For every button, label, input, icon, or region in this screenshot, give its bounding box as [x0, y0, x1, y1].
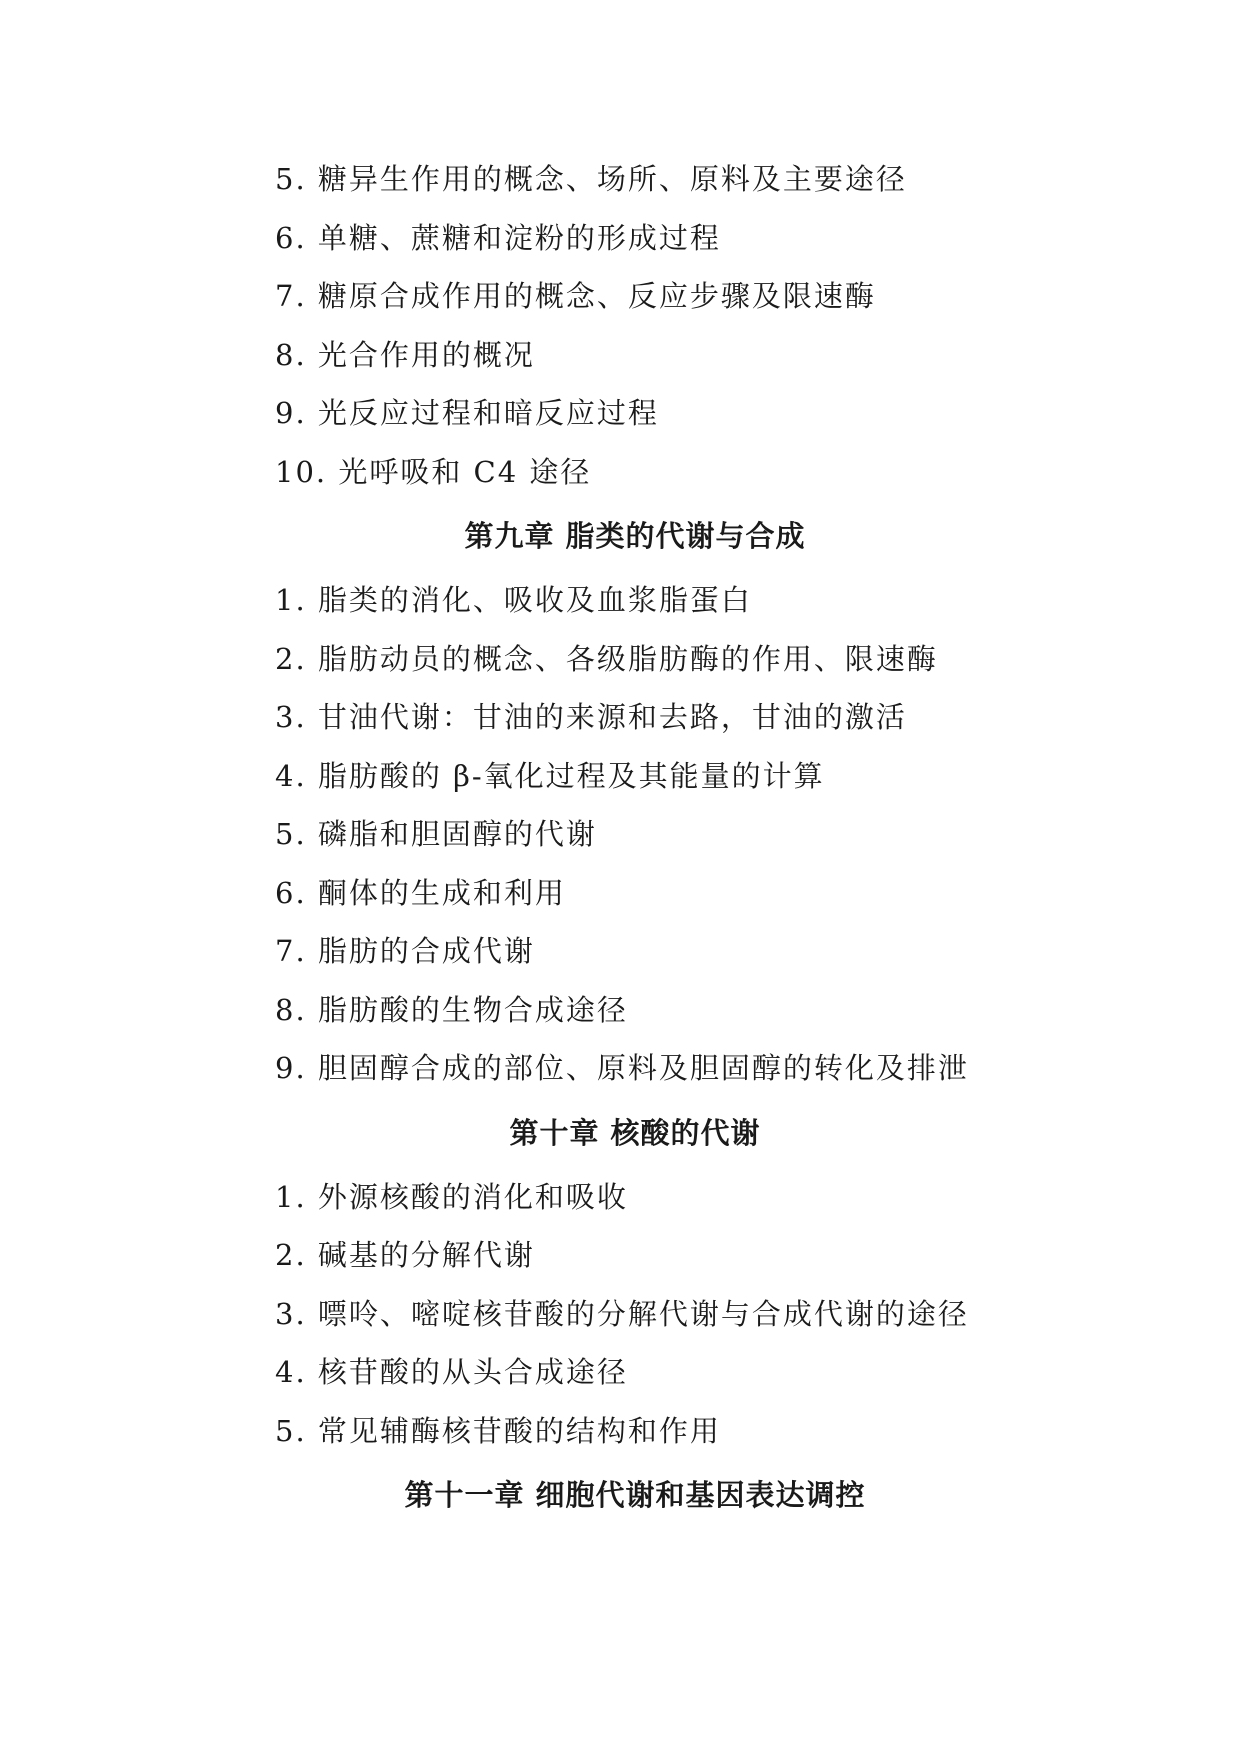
chapter-9-heading: 第九章 脂类的代谢与合成 [464, 519, 806, 553]
list-item: 7. 脂肪的合成代谢 [275, 934, 535, 968]
list-item: 3. 嘌呤、嘧啶核苷酸的分解代谢与合成代谢的途径 [275, 1296, 969, 1331]
list-item: 9. 光反应过程和暗反应过程 [275, 396, 659, 430]
list-item: 4. 脂肪酸的 β-氧化过程及其能量的计算 [275, 758, 825, 793]
list-item: 8. 脂肪酸的生物合成途径 [275, 992, 628, 1027]
section-intro-list [275, 150, 995, 501]
list-item: 4. 核苷酸的从头合成途径 [275, 1355, 628, 1389]
list-item: 9. 胆固醇合成的部位、原料及胆固醇的转化及排泄 [275, 1051, 969, 1085]
list-item: 8. 光合作用的概况 [275, 337, 535, 372]
chapter-10-list [275, 1168, 995, 1461]
list-item: 5. 磷脂和胆固醇的代谢 [275, 817, 597, 851]
list-item: 6. 酮体的生成和利用 [275, 875, 566, 910]
list-item: 2. 碱基的分解代谢 [275, 1238, 535, 1272]
list-item: 6. 单糖、蔗糖和淀粉的形成过程 [275, 220, 721, 255]
list-item: 5. 糖异生作用的概念、场所、原料及主要途径 [275, 162, 907, 196]
chapter-11-heading: 第十一章 细胞代谢和基因表达调控 [404, 1478, 866, 1512]
list-item: 2. 脂肪动员的概念、各级脂肪酶的作用、限速酶 [275, 641, 938, 676]
list-item: 5. 常见辅酶核苷酸的结构和作用 [275, 1413, 721, 1448]
list-item: 1. 脂类的消化、吸收及血浆脂蛋白 [275, 583, 752, 617]
chapter-10-heading: 第十章 核酸的代谢 [509, 1115, 761, 1150]
list-item: 7. 糖原合成作用的概念、反应步骤及限速酶 [275, 279, 876, 313]
chapter-9-list [275, 571, 995, 1098]
document-content [275, 150, 995, 1530]
list-item: 10. 光呼吸和 C4 途径 [275, 454, 592, 489]
list-item: 3. 甘油代谢：甘油的来源和去路，甘油的激活 [275, 700, 907, 734]
list-item: 1. 外源核酸的消化和吸收 [275, 1179, 628, 1214]
